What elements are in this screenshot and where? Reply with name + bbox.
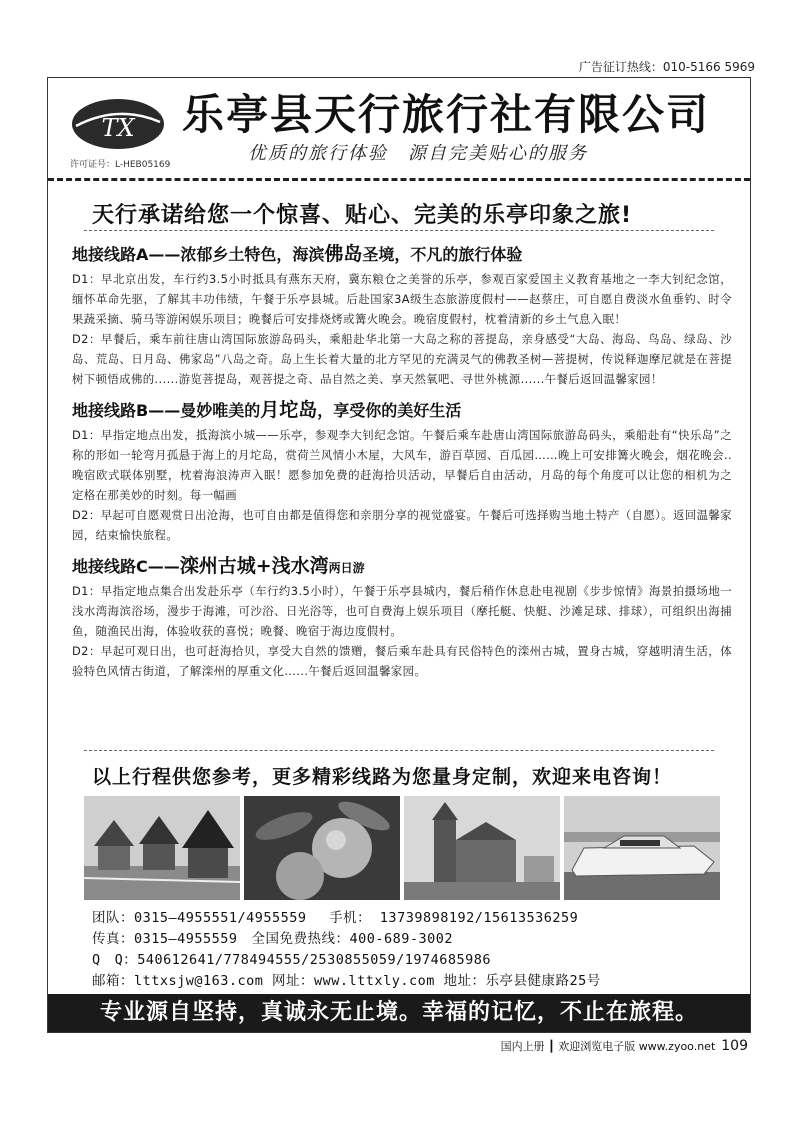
contact-email-web-address: 邮箱：lttxsjw@163.com 网址：www.lttxly.com 地址：乐亭县健康路25号 (92, 973, 601, 989)
photo-wooden-cabins (84, 796, 240, 900)
header-divider (48, 178, 750, 181)
footer-text: 国内上册 ┃ 欢迎浏览电子版 www.zyoo.net (500, 1040, 716, 1053)
ad-hotline: 广告征订热线：010-5166 5969 (578, 60, 755, 74)
license-number: 许可证号：L-HEB05169 (70, 160, 171, 170)
route-b-title: 地接线路B——曼妙唯美的月坨岛，享受你的美好生活 (72, 399, 462, 421)
page-footer (501, 1038, 748, 1054)
logo-text: TX (101, 114, 135, 142)
route-a-day2: D2：早餐后，乘车前往唐山湾国际旅游岛码头，乘船赴华北第一大岛之称的菩提岛，亲身感受“大岛、海岛、鸟岛、绿岛、沙岛、荒岛、日月岛、佛家岛”八岛之奇。岛上生长着大量的北方罕见的充满灵气的佛教圣树—菩提树，传说释迦摩尼就是在菩提树下顿悟成佛的......游览菩提岛，观菩提之奇、品自然之美、享天然氧吧、寻世外桃源......午餐后返回温馨家园！ (72, 332, 732, 386)
call-to-action: 以上行程供您参考，更多精彩线路为您量身定制，欢迎来电咨询！ (92, 766, 673, 788)
route-a-day1: D1：早北京出发，车行约3.5小时抵具有燕东天府，冀东粮仓之美誉的乐亭，参观百家爱国主义教育基地之一李大钊纪念馆，缅怀革命先驱，了解其丰功伟绩，午餐于乐亭县城。后赴国家3A级生态旅游度假村——赵蔡庄，可自愿自费淡水鱼垂钓、时令果蔬采摘、骑马等游闲娱乐项目；晚餐后可安排烧烤或篝火晚会。晚宿度假村，枕着清新的乡土气息入眠！ (72, 272, 732, 326)
route-a-title: 地接线路A——浓郁乡土特色，海滨佛岛圣境，不凡的旅行体验 (72, 243, 523, 265)
company-name: 乐亭县天行旅行社有限公司 (182, 90, 711, 139)
photo-yacht (564, 796, 720, 900)
company-logo (70, 96, 166, 152)
photo-strip (84, 796, 720, 900)
contact-fax: 传真：0315—4955559 全国免费热线：400-689-3002 (92, 931, 454, 947)
promise-divider (84, 230, 714, 231)
route-c-title: 地接线路C——滦州古城+浅水湾两日游 (72, 555, 365, 577)
bottom-slogan-banner: 专业源自坚持，真诚永无止境。幸福的记忆，不止在旅程。 (48, 994, 750, 1032)
routes-divider (84, 750, 714, 751)
contact-qq: Q Q：540612641/778494555/2530855059/1974685986 (92, 952, 491, 968)
promise-headline: 天行承诺给您一个惊喜、贴心、完美的乐亭印象之旅! (92, 203, 633, 228)
page-frame (47, 77, 751, 1033)
company-slogan: 优质的旅行体验 源自完美贴心的服务 (248, 143, 588, 164)
route-c-day2: D2：早起可观日出，也可赶海拾贝，享受大自然的馈赠，餐后乘车赴具有民俗特色的滦州古城，置身古城，穿越明清生活，体验特色风情古街道，了解滦州的厚重文化......午餐后返回温馨家园。 (72, 644, 732, 678)
contact-team-phone: 团队：0315—4955551/4955559 手机： 13739898192/15613536259 (92, 910, 579, 926)
route-c-day1: D1：早指定地点集合出发赴乐亭（车行约3.5小时），午餐于乐亭县城内，餐后稍作休息赴电视剧《步步惊情》海景拍摄场地一浅水湾海滨浴场，漫步于海滩，可沙浴、日光浴等，也可自费海上娱乐项目（摩托艇、快艇、沙滩足球、排球），可组织出海捕鱼，随渔民出海，体验收获的喜悦；晚餐、晚宿于海边度假村。 (72, 584, 732, 638)
page-number: 109 (721, 1038, 748, 1054)
photo-peaches (244, 796, 400, 900)
route-b-day1: D1：早指定地点出发，抵海滨小城——乐亭，参观李大钊纪念馆。午餐后乘车赴唐山湾国际旅游岛码头，乘船赴有“快乐岛”之称的形如一轮弯月孤悬于海上的月坨岛，赏荷兰风情小木屋，大风车，游百草园、百瓜园……晚上可安排篝火晚会，烟花晚会..晚宿欧式联体别墅，枕着海浪涛声入眠！愿参加免费的赶海拾贝活动，早餐后自由活动，月岛的每个角度可以让您的相机为之定格在那美妙的时刻。每一幅画 (72, 428, 732, 502)
routes-content (72, 233, 732, 681)
contact-info (92, 908, 601, 992)
photo-church-building (404, 796, 560, 900)
route-b-day2: D2：早起可自愿观赏日出沧海，也可自由都是值得您和亲朋分享的视觉盛宴。午餐后可选择购当地土特产（自愿）。返回温馨家园，结束愉快旅程。 (72, 508, 732, 542)
